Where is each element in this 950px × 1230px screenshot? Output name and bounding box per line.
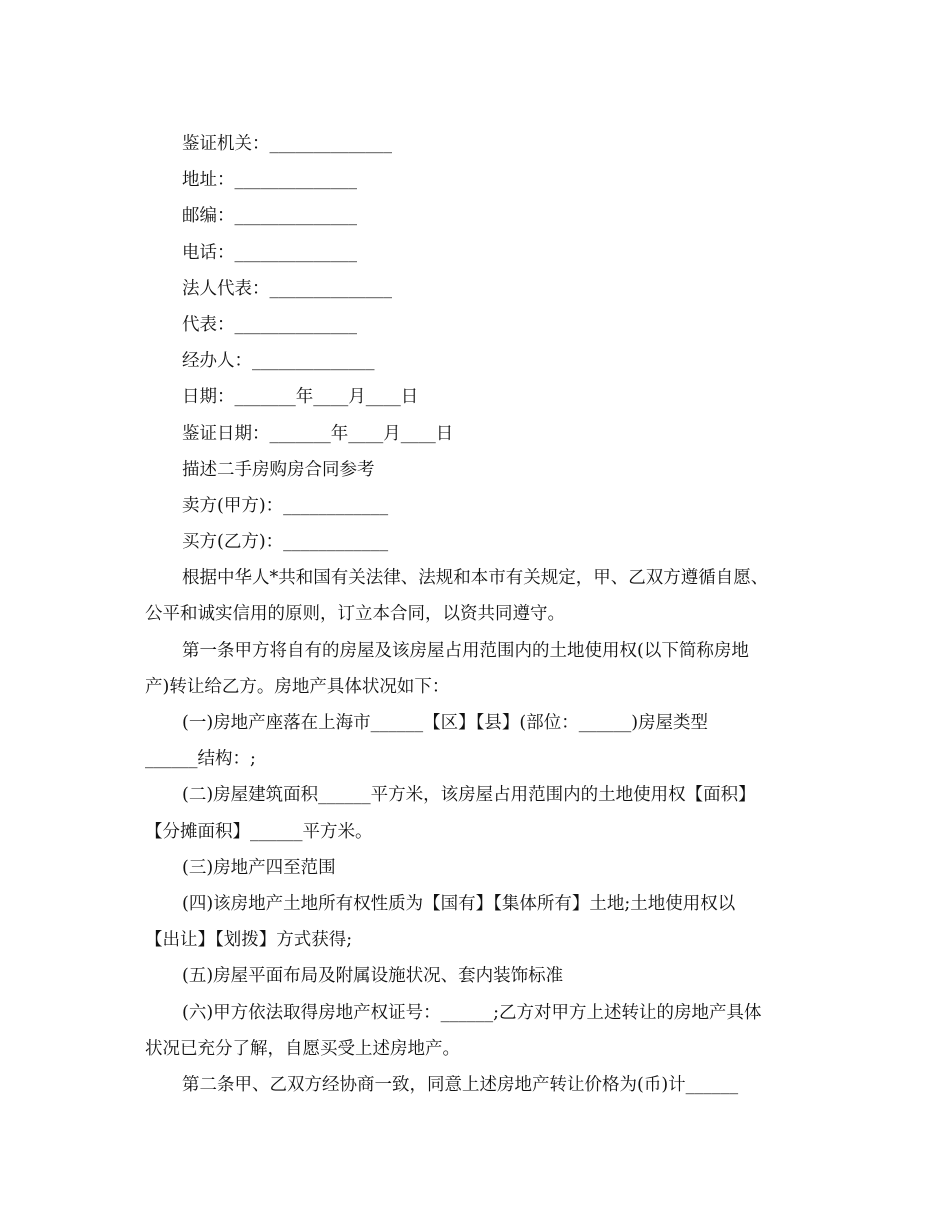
verification-date-line: 鉴证日期：_______年____月____日 (182, 423, 454, 444)
clause-2-line-2: 【分摊面积】______平方米。 (145, 821, 373, 842)
contract-body (145, 126, 815, 1103)
clause-4-line-2: 【出让】【划拨】方式获得; (145, 930, 353, 951)
date-line: 日期：_______年____月____日 (182, 387, 419, 408)
preamble-line-2: 公平和诚实信用的原则，订立本合同，以资共同遵守。 (145, 604, 565, 625)
phone-line: 电话：______________ (182, 242, 357, 263)
article-2-line-1: 第二条甲、乙双方经协商一致，同意上述房地产转让价格为(币)计______ (182, 1074, 739, 1095)
clause-6-line-2: 状况已充分了解，自愿买受上述房地产。 (145, 1038, 460, 1059)
preamble-line-1: 根据中华人*共和国有关法律、法规和本市有关规定，甲、乙双方遵循自愿、 (182, 568, 769, 589)
clause-1-line-1: (一)房地产座落在上海市______【区】【县】(部位：______)房屋类型 (182, 713, 709, 733)
address-line: 地址：______________ (182, 170, 357, 191)
legal-representative-line: 法人代表：______________ (182, 278, 392, 299)
verification-authority-line: 鉴证机关：______________ (182, 134, 392, 154)
clause-3-line: (三)房地产四至范围 (182, 857, 336, 878)
representative-line: 代表：______________ (182, 314, 357, 335)
seller-line: 卖方(甲方)：____________ (182, 495, 389, 516)
clause-6-line-1: (六)甲方依法取得房地产权证号：______;乙方对甲方上述转让的房地产具体 (182, 1002, 762, 1023)
clause-1-line-2: ______结构：; (145, 749, 256, 770)
clause-4-line-1: (四)该房地产土地所有权性质为【国有】【集体所有】土地;土地使用权以 (182, 893, 736, 914)
postcode-line: 邮编：______________ (182, 206, 357, 227)
article-1-line-1: 第一条甲方将自有的房屋及该房屋占用范围内的土地使用权(以下简称房地 (182, 640, 749, 661)
clause-2-line-1: (二)房屋建筑面积______平方米，该房屋占用范围内的土地使用权【面积】 (182, 785, 756, 806)
buyer-line: 买方(乙方)：____________ (182, 532, 389, 553)
clause-5-line: (五)房屋平面布局及附属设施状况、套内装饰标准 (182, 966, 564, 987)
article-1-line-2: 产)转让给乙方。房地产具体状况如下： (145, 676, 450, 697)
handler-line: 经办人：______________ (182, 351, 375, 372)
section-title: 描述二手房购房合同参考 (182, 459, 375, 480)
